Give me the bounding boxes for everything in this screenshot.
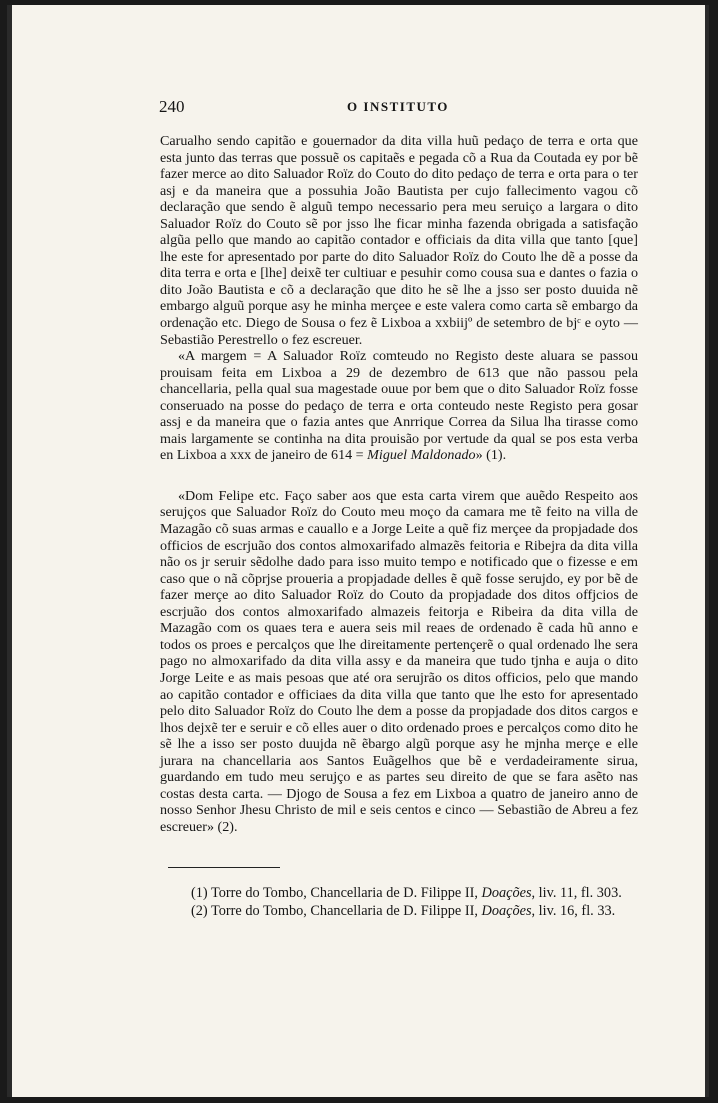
main-text [160,133,638,835]
footnote-divider [168,867,280,868]
footnote-2 [167,903,637,920]
footnote-ref: , liv. 11, fl. 303. [531,885,622,901]
scan-edge-right [705,5,709,1097]
paragraph-continued: Carualho sendo capitão e gouernador da dita villa huũ pedaço de terra e orta que esta junto das terras que possuẽ os capitaẽs e pegada cõ a Rua da Coutada ey por bẽ fazer merce ao dito Saluador Roïz do Couto do dito pedaço de terra e orta para o ter asj e da maneira que a possuhia João Bautista per cujo fallecimento vagou cõ declaração que sendo ẽ alguũ tempo necessario pera meu seruiço a largara o dito Saluador Roïz do Couto sẽ por jsso lhe ficar minha fazenda obrigada a satisfação algũa pello que mando ao capitão contador e officiais da dita villa que tanto [que] lhe este for apresentado por parte do dito Saluador Roïz do Couto lhe dẽ a posse da dita terra e orta e [lhe] deixẽ ter cultiuar e pesuhir como cousa sua e dantes o fazia o dito João Bautista e cõ a declaração que dito he sẽ lhe a jsso ser posto duuida nẽ embargo alguũ porque asy he minha merçee e este valera como carta sẽ embargo da ordenação etc. Diego de Sousa o fez ẽ Lixboa a xxbiijº de setembro de bjᶜ e oyto — Sebastião Perestrello o fez escreuer. [160,133,638,348]
paragraph-dom-felipe: «Dom Felipe etc. Faço saber aos que esta carta virem que auẽdo Respeito aos serujços que Saluador Roïz do Couto meu moço da camara me tẽ feito na villa de Mazagão cõ suas armas e cauallo e a Jorge Leite a quẽ fiz merçee da propjadade dos officios de escrjuão dos contos almoxarifado almazẽs feitoria e Ribejra da dita villa não os jr seruir sẽdolhe dado para isso muito tempo e notificado que o fizesse e em caso que o nã cõprjse proueria a propjadade delles ẽ quẽ fosse serujdo, ey por bẽ de fazer merçe ao dito Saluador Roïz do Couto da propjadade dos ditos offjcios de escrjuão dos contos almoxarifado almazeis feitorja e Ribeira da dita villa de Mazagão com os quaes tera e auera seis mil reaes de ordenado ẽ cada hũ anno e todos os proes e percalços que lhe direitamente pertençerẽ o qual ordenado lhe sera pago no almoxarifado da dita villa assy e da maneira que tudo tjnha e auja o dito Jorge Leite e as mais pesoas que até ora serujrão os ditos officios, pelo que mando ao capitão contador e officiaes da dita villa que tanto que lhe esto for apresentado pelo dito Saluador Roïz do Couto lhe dem a posse da propjadade dos ditos cargos e lhos dejxẽ ter e seruir e cõ elles auer o dito ordenado proes e percalços como dito he sẽ lhe a isso ser posto duujda nẽ ẽbargo algũ porque asy he mjnha merçe e elle jurara na chancellaria aos Santos Euãgelhos que bẽ e verdadeiramente sirua, guardando em tudo meu serujço e as partes seu direito de que se fara asẽto nas costas desta carta. — Djogo de Sousa a fez em Lixboa a quatro de janeiro anno de nosso Senhor Jhesu Christo de mil e seis centos e cinco — Sebastião de Abreu a fez escreuer» (2). [160,487,638,835]
footnote-ref: , liv. 16, fl. 33. [531,902,616,919]
paragraph-margin-note [160,348,638,464]
footnote-marker: (1) [191,885,208,901]
footnote-title-italic: Doações [481,902,532,919]
footnotes [167,885,637,920]
page-header [159,97,637,117]
paragraph-margin-note-text: «A margem = A Saluador Roïz comteudo no Registo deste aluara se passou prouisam feita em Lixboa a 29 de dezembro de 613 que não passou pela chancellaria, pella qual sua magestade ouue por bem que o dito Saluador Roïz fosse conseruado na posse do pedaço de terra e orta conteudo neste Registo pera gosar assj e da maneira que o fazia antes que Anrrique Correa da Silua lha tirasse como mais largamente se continha na dita prouisão por vertude da qual se pos esta verba en Lixboa a xxx de janeiro de 614 = [160,348,638,464]
scan-edge-left [7,5,12,1097]
footnote-text: Torre do Tombo, Chancellaria de D. Filippe II, [211,902,478,919]
footnote-marker: (2) [191,902,208,919]
scanned-page [7,5,709,1097]
footnote-text: Torre do Tombo, Chancellaria de D. Filippe II, [211,885,478,901]
paragraph-margin-note-end: » (1). [475,447,507,464]
page-number: 240 [159,97,185,116]
footnote-1 [167,885,637,902]
signature-miguel-maldonado: Miguel Maldonado [367,447,476,464]
footnote-title-italic: Doações [481,885,532,901]
running-title: O INSTITUTO [347,99,449,114]
